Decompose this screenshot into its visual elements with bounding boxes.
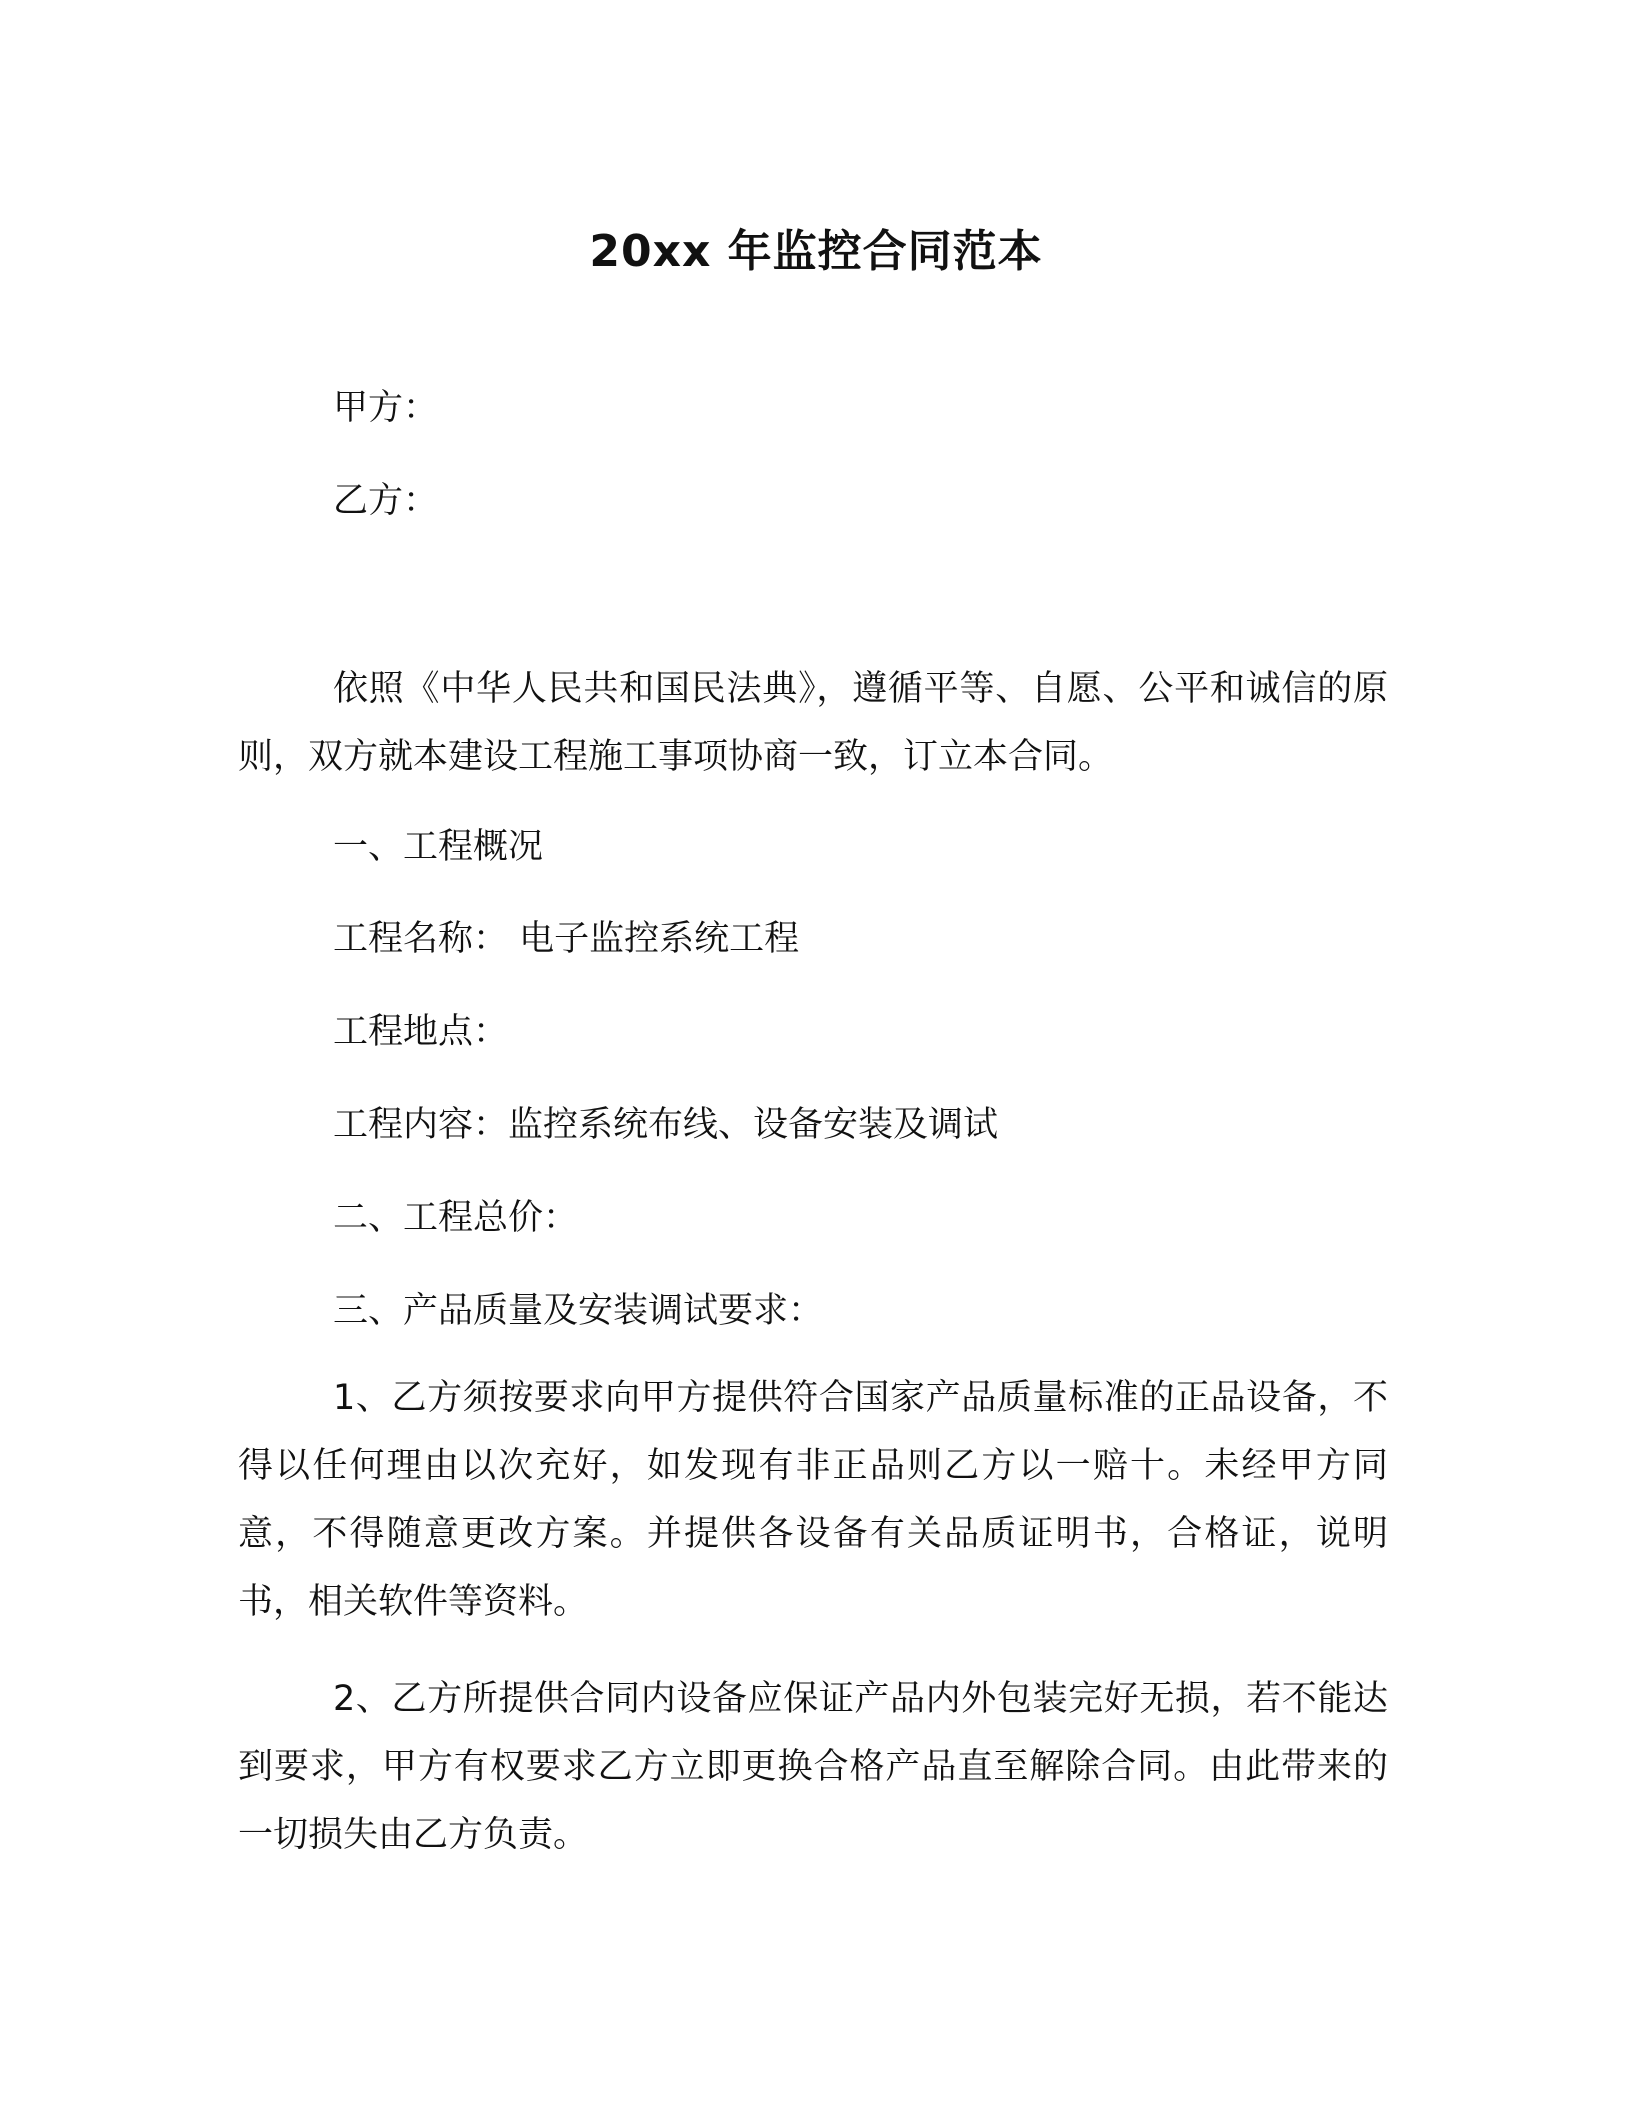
section-2-heading: 二、工程总价： <box>333 1198 579 1238</box>
party-b-label: 乙方： <box>333 481 439 521</box>
project-location-line: 工程地点： <box>333 1012 509 1052</box>
section-1-heading: 一、工程概况 <box>333 827 544 867</box>
party-a-label: 甲方： <box>333 388 439 428</box>
clause-2-paragraph: 2、乙方所提供合同内设备应保证产品内外包装完好无损，若不能达到要求，甲方有权要求乙方立即更换合格产品直至解除合同。由此带来的一切损失由乙方负责。 <box>238 1679 1388 1855</box>
document-title: 20xx 年监控合同范本 <box>589 226 1043 277</box>
project-name-line: 工程名称： 电子监控系统工程 <box>333 919 800 959</box>
clause-1-paragraph: 1、乙方须按要求向甲方提供符合国家产品质量标准的正品设备，不得以任何理由以次充好，如发现有非正品则乙方以一赔十。未经甲方同意，不得随意更改方案。并提供各设备有关品质证明书，合格证，说明书，相关软件等资料。 <box>238 1378 1388 1622</box>
section-3-heading: 三、产品质量及安装调试要求： <box>333 1291 824 1331</box>
project-content-line: 工程内容：监控系统布线、设备安装及调试 <box>333 1105 999 1145</box>
intro-paragraph: 依照《中华人民共和国民法典》，遵循平等、自愿、公平和诚信的原则，双方就本建设工程施工事项协商一致，订立本合同。 <box>238 669 1388 777</box>
